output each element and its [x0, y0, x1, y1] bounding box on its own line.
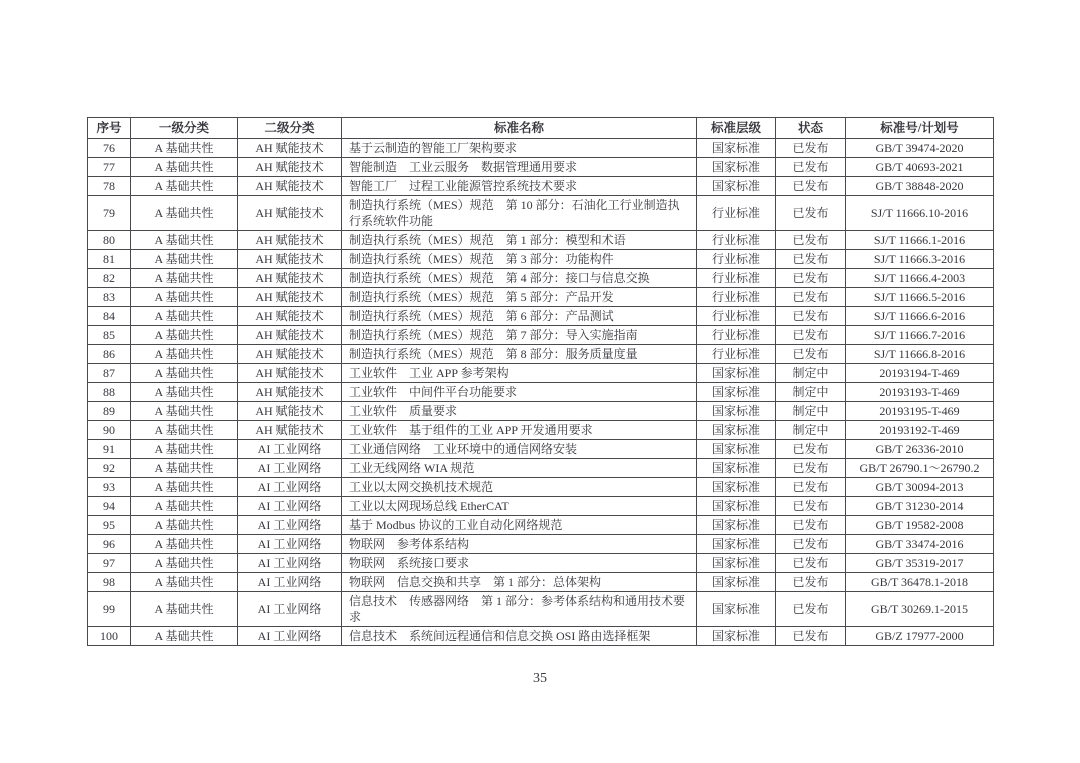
page-number: 35	[533, 671, 547, 686]
cell-standard-level: 国家标准	[697, 383, 776, 402]
cell-category-level1: A 基础共性	[131, 345, 238, 364]
cell-status: 已发布	[776, 288, 846, 307]
cell-standard-name: 制造执行系统（MES）规范 第 8 部分：服务质量度量	[342, 345, 697, 364]
cell-standard-number: SJ/T 11666.6-2016	[846, 307, 994, 326]
cell-index: 91	[88, 440, 131, 459]
cell-category-level2: AH 赋能技术	[238, 231, 342, 250]
cell-standard-number: SJ/T 11666.8-2016	[846, 345, 994, 364]
cell-status: 已发布	[776, 535, 846, 554]
cell-index: 85	[88, 326, 131, 345]
cell-status: 已发布	[776, 459, 846, 478]
cell-standard-name: 物联网 信息交换和共享 第 1 部分：总体架构	[342, 573, 697, 592]
cell-category-level2: AH 赋能技术	[238, 250, 342, 269]
table-row	[88, 497, 994, 516]
cell-standard-level: 行业标准	[697, 345, 776, 364]
column-header-index: 序号	[88, 118, 131, 139]
cell-standard-name: 信息技术 系统间远程通信和信息交换 OSI 路由选择框架	[342, 627, 697, 646]
cell-index: 86	[88, 345, 131, 364]
cell-standard-name: 工业通信网络 工业环境中的通信网络安装	[342, 440, 697, 459]
cell-category-level2: AI 工业网络	[238, 459, 342, 478]
cell-index: 83	[88, 288, 131, 307]
cell-index: 94	[88, 497, 131, 516]
standards-table	[87, 117, 994, 646]
table-row	[88, 627, 994, 646]
cell-standard-name: 物联网 参考体系结构	[342, 535, 697, 554]
cell-standard-number: GB/T 39474-2020	[846, 139, 994, 158]
cell-standard-level: 国家标准	[697, 573, 776, 592]
cell-category-level2: AH 赋能技术	[238, 158, 342, 177]
table-row	[88, 440, 994, 459]
cell-category-level1: A 基础共性	[131, 364, 238, 383]
table-row	[88, 250, 994, 269]
table-row	[88, 459, 994, 478]
cell-standard-number: GB/Z 17977-2000	[846, 627, 994, 646]
cell-standard-level: 国家标准	[697, 554, 776, 573]
table-row	[88, 307, 994, 326]
cell-standard-level: 国家标准	[697, 459, 776, 478]
cell-standard-name: 基于 Modbus 协议的工业自动化网络规范	[342, 516, 697, 535]
cell-standard-number: 20193194-T-469	[846, 364, 994, 383]
cell-status: 已发布	[776, 440, 846, 459]
cell-category-level1: A 基础共性	[131, 592, 238, 627]
cell-index: 95	[88, 516, 131, 535]
cell-index: 87	[88, 364, 131, 383]
table-row	[88, 573, 994, 592]
cell-category-level2: AH 赋能技术	[238, 307, 342, 326]
cell-category-level1: A 基础共性	[131, 158, 238, 177]
cell-standard-number: GB/T 26336-2010	[846, 440, 994, 459]
cell-standard-name: 物联网 系统接口要求	[342, 554, 697, 573]
cell-category-level1: A 基础共性	[131, 326, 238, 345]
cell-standard-number: GB/T 19582-2008	[846, 516, 994, 535]
column-header-standard-level: 标准层级	[697, 118, 776, 139]
cell-status: 已发布	[776, 573, 846, 592]
cell-standard-level: 国家标准	[697, 516, 776, 535]
cell-standard-name: 工业软件 中间件平台功能要求	[342, 383, 697, 402]
cell-category-level2: AH 赋能技术	[238, 345, 342, 364]
table-row	[88, 139, 994, 158]
cell-standard-level: 行业标准	[697, 307, 776, 326]
cell-standard-name: 制造执行系统（MES）规范 第 5 部分：产品开发	[342, 288, 697, 307]
cell-category-level1: A 基础共性	[131, 196, 238, 231]
cell-standard-number: SJ/T 11666.5-2016	[846, 288, 994, 307]
table-row	[88, 383, 994, 402]
cell-standard-level: 行业标准	[697, 269, 776, 288]
cell-status: 已发布	[776, 139, 846, 158]
cell-category-level1: A 基础共性	[131, 573, 238, 592]
cell-standard-level: 国家标准	[697, 421, 776, 440]
cell-category-level2: AI 工业网络	[238, 535, 342, 554]
table-row	[88, 516, 994, 535]
table-row	[88, 554, 994, 573]
cell-standard-level: 国家标准	[697, 364, 776, 383]
cell-status: 已发布	[776, 158, 846, 177]
cell-standard-level: 行业标准	[697, 288, 776, 307]
cell-standard-level: 行业标准	[697, 231, 776, 250]
cell-status: 已发布	[776, 307, 846, 326]
cell-standard-level: 国家标准	[697, 535, 776, 554]
cell-status: 已发布	[776, 326, 846, 345]
table-row	[88, 402, 994, 421]
cell-standard-number: 20193193-T-469	[846, 383, 994, 402]
table-row	[88, 231, 994, 250]
cell-standard-level: 国家标准	[697, 440, 776, 459]
column-header-category-level2: 二级分类	[238, 118, 342, 139]
table-row	[88, 288, 994, 307]
cell-status: 已发布	[776, 497, 846, 516]
cell-category-level2: AI 工业网络	[238, 516, 342, 535]
cell-status: 已发布	[776, 516, 846, 535]
cell-standard-name: 智能工厂 过程工业能源管控系统技术要求	[342, 177, 697, 196]
cell-status: 已发布	[776, 345, 846, 364]
cell-status: 已发布	[776, 554, 846, 573]
cell-category-level1: A 基础共性	[131, 383, 238, 402]
table-row	[88, 196, 994, 231]
table-row	[88, 535, 994, 554]
cell-standard-name: 工业无线网络 WIA 规范	[342, 459, 697, 478]
column-header-standard-number: 标准号/计划号	[846, 118, 994, 139]
cell-standard-name: 制造执行系统（MES）规范 第 10 部分：石油化工行业制造执行系统软件功能	[342, 196, 697, 231]
cell-index: 80	[88, 231, 131, 250]
cell-standard-name: 制造执行系统（MES）规范 第 6 部分：产品测试	[342, 307, 697, 326]
cell-index: 77	[88, 158, 131, 177]
table-row	[88, 478, 994, 497]
cell-standard-level: 国家标准	[697, 139, 776, 158]
cell-standard-level: 行业标准	[697, 250, 776, 269]
cell-category-level1: A 基础共性	[131, 535, 238, 554]
cell-standard-name: 工业软件 质量要求	[342, 402, 697, 421]
cell-category-level1: A 基础共性	[131, 288, 238, 307]
cell-index: 97	[88, 554, 131, 573]
table-row	[88, 421, 994, 440]
cell-standard-number: SJ/T 11666.3-2016	[846, 250, 994, 269]
cell-status: 制定中	[776, 402, 846, 421]
cell-index: 76	[88, 139, 131, 158]
cell-category-level2: AI 工业网络	[238, 554, 342, 573]
cell-category-level2: AH 赋能技术	[238, 383, 342, 402]
cell-index: 81	[88, 250, 131, 269]
cell-status: 已发布	[776, 269, 846, 288]
cell-status: 已发布	[776, 478, 846, 497]
cell-category-level2: AH 赋能技术	[238, 177, 342, 196]
cell-standard-number: 20193192-T-469	[846, 421, 994, 440]
cell-standard-level: 行业标准	[697, 196, 776, 231]
cell-standard-number: SJ/T 11666.10-2016	[846, 196, 994, 231]
cell-category-level1: A 基础共性	[131, 516, 238, 535]
cell-category-level1: A 基础共性	[131, 459, 238, 478]
cell-status: 已发布	[776, 627, 846, 646]
cell-standard-number: GB/T 26790.1～26790.2	[846, 459, 994, 478]
column-header-status: 状态	[776, 118, 846, 139]
cell-index: 96	[88, 535, 131, 554]
cell-category-level2: AH 赋能技术	[238, 269, 342, 288]
cell-standard-level: 国家标准	[697, 158, 776, 177]
table-row	[88, 364, 994, 383]
table-row	[88, 177, 994, 196]
cell-category-level2: AH 赋能技术	[238, 139, 342, 158]
cell-standard-name: 制造执行系统（MES）规范 第 1 部分：模型和术语	[342, 231, 697, 250]
cell-category-level2: AI 工业网络	[238, 592, 342, 627]
cell-category-level1: A 基础共性	[131, 627, 238, 646]
cell-category-level1: A 基础共性	[131, 139, 238, 158]
cell-category-level2: AH 赋能技术	[238, 421, 342, 440]
cell-standard-name: 智能制造 工业云服务 数据管理通用要求	[342, 158, 697, 177]
cell-standard-level: 国家标准	[697, 402, 776, 421]
cell-standard-name: 制造执行系统（MES）规范 第 4 部分：接口与信息交换	[342, 269, 697, 288]
cell-status: 制定中	[776, 421, 846, 440]
table-row	[88, 158, 994, 177]
cell-standard-number: GB/T 30094-2013	[846, 478, 994, 497]
cell-index: 78	[88, 177, 131, 196]
table-header-row	[88, 118, 994, 139]
table-row	[88, 326, 994, 345]
cell-standard-name: 工业以太网交换机技术规范	[342, 478, 697, 497]
cell-index: 92	[88, 459, 131, 478]
cell-standard-level: 国家标准	[697, 497, 776, 516]
cell-category-level1: A 基础共性	[131, 497, 238, 516]
cell-standard-number: 20193195-T-469	[846, 402, 994, 421]
cell-category-level1: A 基础共性	[131, 440, 238, 459]
cell-standard-level: 行业标准	[697, 326, 776, 345]
cell-standard-level: 国家标准	[697, 478, 776, 497]
cell-category-level1: A 基础共性	[131, 478, 238, 497]
cell-status: 已发布	[776, 231, 846, 250]
cell-category-level1: A 基础共性	[131, 177, 238, 196]
cell-category-level2: AI 工业网络	[238, 627, 342, 646]
cell-index: 100	[88, 627, 131, 646]
cell-index: 93	[88, 478, 131, 497]
table-row	[88, 592, 994, 627]
cell-standard-number: GB/T 40693-2021	[846, 158, 994, 177]
table-row	[88, 345, 994, 364]
cell-index: 99	[88, 592, 131, 627]
cell-index: 89	[88, 402, 131, 421]
cell-category-level2: AH 赋能技术	[238, 364, 342, 383]
cell-category-level2: AH 赋能技术	[238, 326, 342, 345]
cell-index: 82	[88, 269, 131, 288]
cell-standard-number: GB/T 30269.1-2015	[846, 592, 994, 627]
cell-category-level1: A 基础共性	[131, 250, 238, 269]
cell-standard-name: 信息技术 传感器网络 第 1 部分：参考体系结构和通用技术要求	[342, 592, 697, 627]
cell-standard-number: SJ/T 11666.1-2016	[846, 231, 994, 250]
cell-status: 已发布	[776, 177, 846, 196]
cell-status: 已发布	[776, 250, 846, 269]
cell-standard-number: SJ/T 11666.4-2003	[846, 269, 994, 288]
cell-status: 制定中	[776, 383, 846, 402]
cell-category-level1: A 基础共性	[131, 554, 238, 573]
cell-category-level2: AI 工业网络	[238, 440, 342, 459]
cell-category-level1: A 基础共性	[131, 269, 238, 288]
cell-category-level1: A 基础共性	[131, 307, 238, 326]
cell-status: 已发布	[776, 196, 846, 231]
cell-status: 已发布	[776, 592, 846, 627]
cell-index: 88	[88, 383, 131, 402]
cell-standard-name: 工业软件 工业 APP 参考架构	[342, 364, 697, 383]
cell-standard-number: GB/T 35319-2017	[846, 554, 994, 573]
cell-standard-name: 基于云制造的智能工厂架构要求	[342, 139, 697, 158]
column-header-category-level1: 一级分类	[131, 118, 238, 139]
cell-standard-level: 国家标准	[697, 592, 776, 627]
cell-status: 制定中	[776, 364, 846, 383]
cell-category-level1: A 基础共性	[131, 231, 238, 250]
cell-category-level2: AH 赋能技术	[238, 402, 342, 421]
cell-standard-number: GB/T 31230-2014	[846, 497, 994, 516]
cell-category-level2: AH 赋能技术	[238, 196, 342, 231]
cell-standard-level: 国家标准	[697, 627, 776, 646]
cell-category-level2: AH 赋能技术	[238, 288, 342, 307]
cell-standard-name: 工业以太网现场总线 EtherCAT	[342, 497, 697, 516]
cell-standard-name: 工业软件 基于组件的工业 APP 开发通用要求	[342, 421, 697, 440]
cell-index: 84	[88, 307, 131, 326]
cell-standard-level: 国家标准	[697, 177, 776, 196]
cell-standard-number: GB/T 33474-2016	[846, 535, 994, 554]
cell-category-level2: AI 工业网络	[238, 478, 342, 497]
cell-category-level2: AI 工业网络	[238, 497, 342, 516]
cell-standard-number: GB/T 36478.1-2018	[846, 573, 994, 592]
cell-index: 90	[88, 421, 131, 440]
cell-standard-number: GB/T 38848-2020	[846, 177, 994, 196]
column-header-standard-name: 标准名称	[342, 118, 697, 139]
cell-category-level2: AI 工业网络	[238, 573, 342, 592]
cell-standard-number: SJ/T 11666.7-2016	[846, 326, 994, 345]
cell-category-level1: A 基础共性	[131, 421, 238, 440]
cell-standard-name: 制造执行系统（MES）规范 第 3 部分：功能构件	[342, 250, 697, 269]
table-row	[88, 269, 994, 288]
cell-standard-name: 制造执行系统（MES）规范 第 7 部分：导入实施指南	[342, 326, 697, 345]
cell-index: 79	[88, 196, 131, 231]
cell-index: 98	[88, 573, 131, 592]
cell-category-level1: A 基础共性	[131, 402, 238, 421]
